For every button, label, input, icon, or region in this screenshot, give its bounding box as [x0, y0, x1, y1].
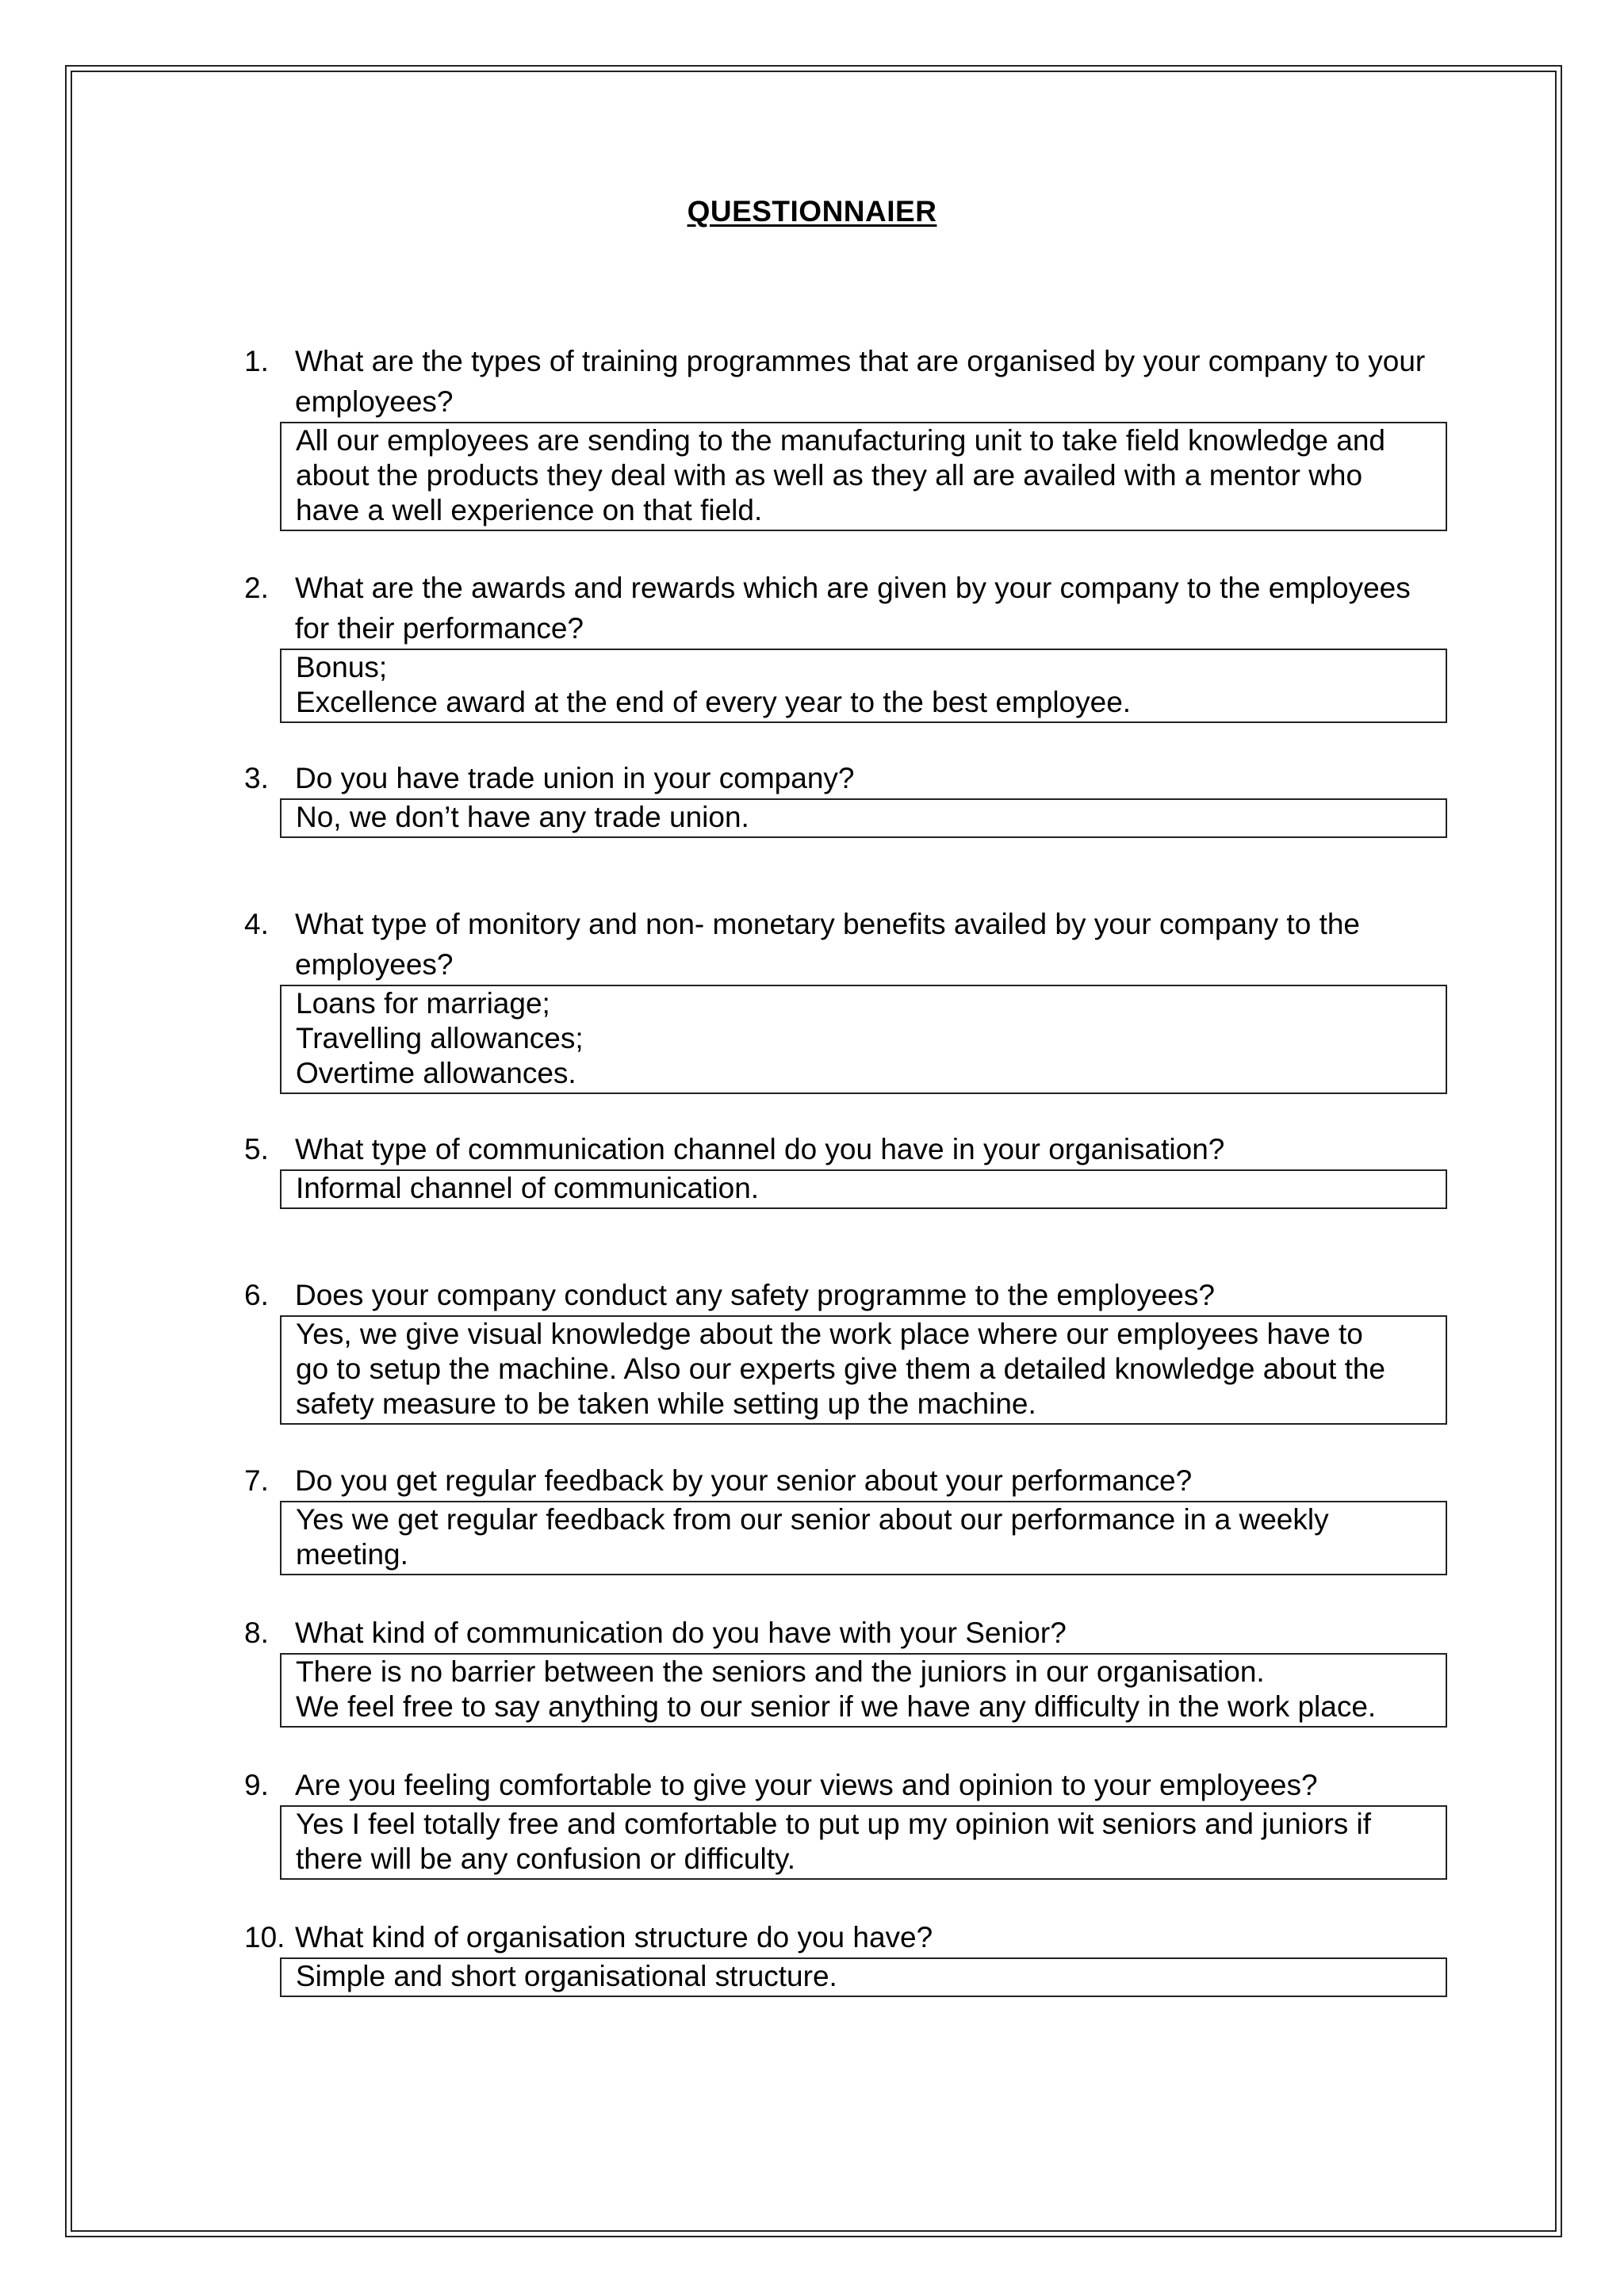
answer-line: Loans for marriage;: [296, 987, 550, 1020]
question-line: [244, 1613, 1450, 1653]
answer-box: [280, 798, 1447, 838]
question-line: [244, 904, 1450, 985]
answer-line: there will be any confusion or difficulty.: [296, 1843, 796, 1875]
answer-line: meeting.: [296, 1538, 408, 1571]
question-item-8: [244, 1613, 1450, 1728]
question-number: 2.: [244, 572, 269, 604]
question-number: 5.: [244, 1133, 269, 1165]
question-line: [244, 1275, 1450, 1315]
question-number: 6.: [244, 1279, 269, 1311]
question-number: 1.: [244, 345, 269, 377]
question-item-10: [244, 1917, 1450, 1997]
answer-line: Yes, we give visual knowledge about the work place where our employees have to: [296, 1318, 1363, 1350]
answer-line: Yes we get regular feedback from our senior about our performance in a weekly: [296, 1503, 1329, 1536]
question-number: 9.: [244, 1769, 269, 1801]
answer-box: [280, 1169, 1447, 1209]
question-text: What kind of organisation structure do you have?: [295, 1921, 933, 1954]
answer-box: [280, 985, 1447, 1094]
question-item-6: [244, 1275, 1450, 1425]
question-item-4: [244, 904, 1450, 1094]
question-text: Are you feeling comfortable to give your views and opinion to your employees?: [295, 1769, 1318, 1801]
question-number: 4.: [244, 908, 269, 940]
question-item-2: [244, 568, 1450, 723]
question-text: Does your company conduct any safety programme to the employees?: [295, 1279, 1215, 1311]
question-item-1: [244, 341, 1450, 531]
answer-line: Yes I feel totally free and comfortable to put up my opinion wit seniors and juniors if: [296, 1808, 1372, 1840]
question-text: What kind of communication do you have with your Senior?: [295, 1617, 1067, 1649]
answer-line: Travelling allowances;: [296, 1022, 584, 1054]
question-number: 8.: [244, 1617, 269, 1649]
answer-line: No, we don’t have any trade union.: [296, 801, 749, 833]
answer-line: safety measure to be taken while setting up the machine.: [296, 1387, 1036, 1420]
question-number: 7.: [244, 1464, 269, 1497]
answer-line: Informal channel of communication.: [296, 1172, 760, 1204]
question-item-5: [244, 1129, 1450, 1209]
question-item-3: [244, 758, 1450, 838]
page-title: QUESTIONNAIER: [687, 195, 937, 228]
question-line: [244, 1460, 1450, 1501]
answer-box: [280, 1315, 1447, 1425]
question-line: [244, 1917, 1450, 1957]
question-text: Do you have trade union in your company?: [295, 762, 855, 794]
answer-line: about the products they deal with as well as they all are availed with a mentor who: [296, 459, 1363, 492]
question-number: 10.: [244, 1921, 285, 1954]
answer-line: have a well experience on that field.: [296, 494, 763, 526]
answer-box: [280, 1653, 1447, 1728]
answer-line: Simple and short organisational structure.: [296, 1960, 837, 1992]
answer-line: Excellence award at the end of every year to the best employee.: [296, 686, 1132, 718]
answer-line: There is no barrier between the seniors and the juniors in our organisation.: [296, 1655, 1265, 1688]
question-text: What type of communication channel do you have in your organisation?: [295, 1133, 1225, 1165]
question-line: [244, 568, 1450, 649]
answer-box: [280, 422, 1447, 531]
answer-line: go to setup the machine. Also our experts give them a detailed knowledge about the: [296, 1353, 1386, 1385]
question-number: 3.: [244, 762, 269, 794]
answer-line: Overtime allowances.: [296, 1057, 576, 1089]
question-line: [244, 1129, 1450, 1169]
question-text: What type of monitory and non- monetary benefits availed by your company to the employees?: [295, 908, 1361, 981]
question-line: [244, 341, 1450, 422]
question-line: [244, 758, 1450, 798]
question-text: Do you get regular feedback by your senior about your performance?: [295, 1464, 1193, 1497]
answer-line: All our employees are sending to the manufacturing unit to take field knowledge and: [296, 424, 1385, 457]
answer-box: [280, 1501, 1447, 1575]
question-text: What are the awards and rewards which are given by your company to the employees for their performance?: [295, 572, 1411, 645]
answer-line: We feel free to say anything to our senior if we have any difficulty in the work place.: [296, 1690, 1377, 1723]
answer-box: [280, 649, 1447, 723]
answer-box: [280, 1805, 1447, 1880]
question-line: [244, 1765, 1450, 1805]
answer-box: [280, 1957, 1447, 1997]
question-item-7: [244, 1460, 1450, 1575]
question-text: What are the types of training programmes that are organised by your company to your employees?: [295, 345, 1426, 418]
answer-line: Bonus;: [296, 651, 388, 683]
question-item-9: [244, 1765, 1450, 1880]
